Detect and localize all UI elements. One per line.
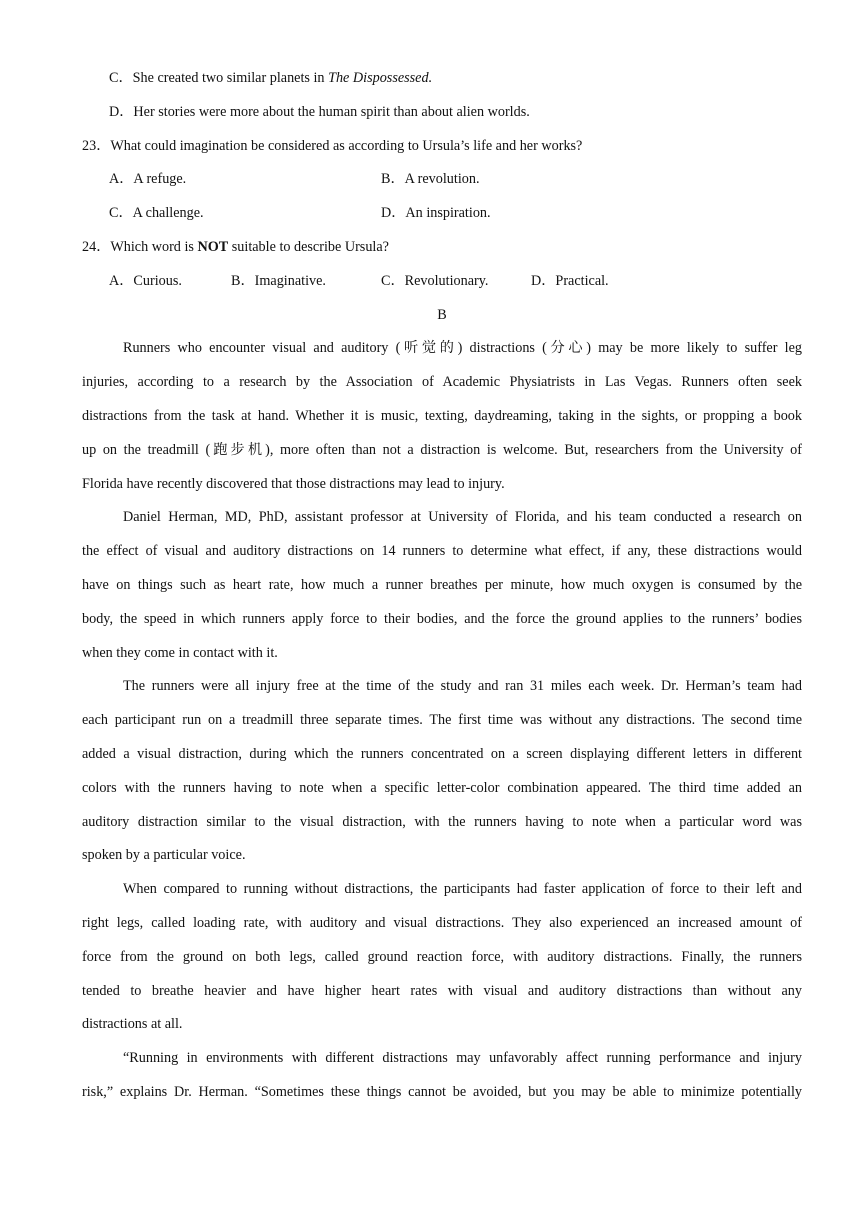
paragraph-3-line-4: colors with the runners having to note when a specific letter-color combination appeared. The third time added an [82, 779, 802, 796]
paragraph-1-line-1: Runners who encounter visual and auditory (听觉的) distractions (分心) may be more likely to suffer leg [123, 340, 802, 357]
paragraph-4-line-5: distractions at all. [82, 1016, 183, 1033]
passage-b [82, 332, 802, 1109]
paragraph-1-line-5: Florida have recently discovered that those distractions may lead to injury. [82, 475, 505, 492]
paragraph-1-line-2: injuries, according to a research by the Association of Academic Physiatrists in Las Vegas. Runners often seek [82, 374, 802, 391]
paragraph-2-line-1: Daniel Herman, MD, PhD, assistant professor at University of Florida, and his team conducted a research on [123, 509, 802, 526]
paragraph-2-line-2: the effect of visual and auditory distractions on 14 runners to determine what effect, if any, these distractions would [82, 543, 802, 560]
q23-options-row-2 [82, 197, 802, 231]
q24-options-row [82, 265, 802, 299]
document-page [82, 62, 802, 1110]
paragraph-2-line-3: have on things such as heart rate, how much a runner breathes per minute, how much oxygen is consumed by the [82, 576, 802, 593]
section-heading: B [437, 306, 447, 323]
q22-option-c: C．She created two similar planets in The Dispossessed. [109, 70, 433, 86]
paragraph-3-line-1: The runners were all injury free at the time of the study and ran 31 miles each week. Dr. Herman’s team had [123, 678, 802, 695]
paragraph-2-line-4: body, the speed in which runners apply force to their bodies, and the force the ground applies to the runners’ bodies [82, 610, 802, 627]
q24-stem: 24．Which word is NOT suitable to describe Ursula? [82, 238, 389, 255]
q23-option-a: A．A refuge. [109, 171, 187, 188]
q23-stem: 23．What could imagination be considered as according to Ursula’s life and her works? [82, 137, 583, 154]
paragraph-4-line-2: right legs, called loading rate, with auditory and visual distractions. They also experienced an increased amount of [82, 914, 802, 931]
paragraph-1-line-3: distractions from the task at hand. Whether it is music, texting, daydreaming, taking in the sights, or propping a book [82, 407, 802, 424]
q23-option-c: C．A challenge. [109, 205, 204, 222]
paragraph-4-line-4: tended to breathe heavier and have higher heart rates with visual and auditory distractions than without any [82, 982, 802, 999]
paragraph-5-line-1: “Running in environments with different distractions may unfavorably affect running performance and injury [123, 1050, 802, 1067]
paragraph-2-line-5: when they come in contact with it. [82, 644, 278, 661]
paragraph-3-line-3: added a visual distraction, during which the runners concentrated on a screen displaying different letters in different [82, 745, 802, 762]
paragraph-4-line-3: force from the ground on both legs, called ground reaction force, with auditory distractions. Finally, the runners [82, 948, 802, 965]
q24-option-d: D．Practical. [531, 272, 609, 289]
paragraph-1-line-4: up on the treadmill (跑步机), more often than not a distraction is welcome. But, researchers from the University of [82, 441, 802, 458]
paragraph-5-line-2: risk,” explains Dr. Herman. “Sometimes these things cannot be avoided, but you may be able to minimize potentially [82, 1083, 802, 1100]
q24-option-a: A．Curious. [109, 272, 182, 289]
q24-option-b: B．Imaginative. [231, 272, 326, 289]
book-title: The Dispossessed. [328, 70, 433, 86]
q23-option-d: D．An inspiration. [381, 205, 491, 222]
q22-option-d: D．Her stories were more about the human spirit than about alien worlds. [109, 103, 530, 120]
paragraph-3-line-6: spoken by a particular voice. [82, 847, 246, 864]
q23-options-row-1 [82, 163, 802, 197]
paragraph-3-line-5: auditory distraction similar to the visual distraction, with the runners having to note when a particular word was [82, 813, 802, 830]
paragraph-3-line-2: each participant run on a treadmill three separate times. The first time was without any distractions. The second time [82, 712, 802, 729]
q23-option-b: B．A revolution. [381, 171, 480, 188]
q24-option-c: C．Revolutionary. [381, 272, 489, 289]
paragraph-4-line-1: When compared to running without distractions, the participants had faster application of force to their left and [123, 881, 802, 898]
